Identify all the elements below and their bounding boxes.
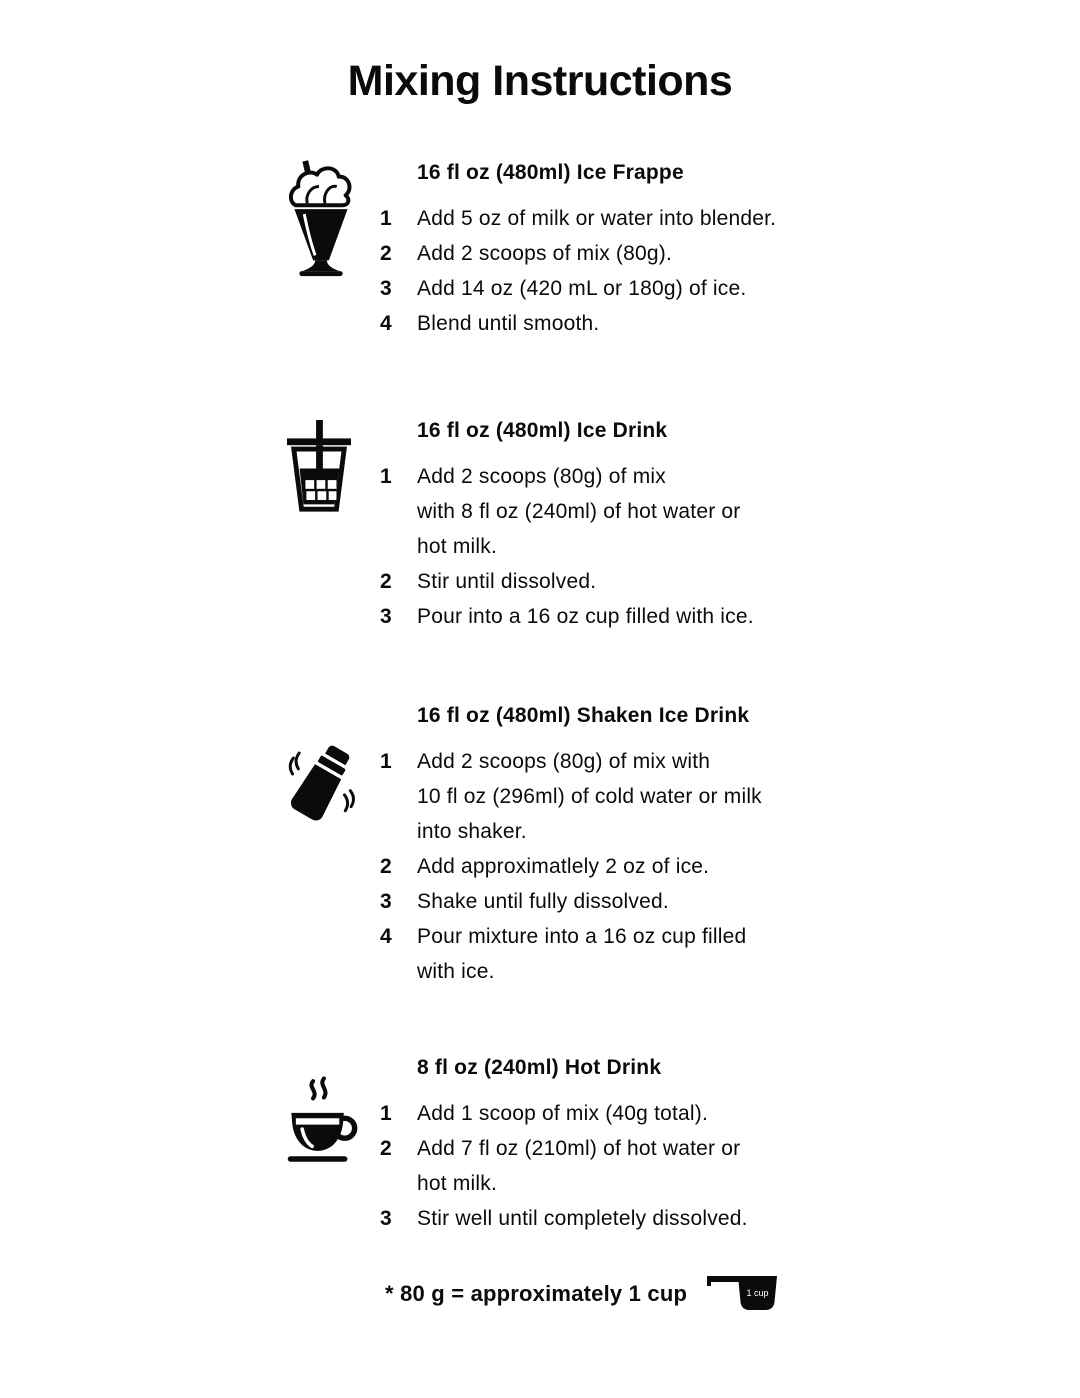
step-text [417, 236, 672, 271]
step-text [417, 919, 746, 989]
steps-list [380, 459, 925, 634]
footnote [385, 1270, 1080, 1317]
step-number: 1 [380, 207, 392, 230]
section-content [380, 413, 925, 634]
step-text-line: Blend until smooth. [417, 312, 600, 335]
step-number: 2 [380, 1137, 392, 1160]
step-text [417, 1131, 740, 1201]
step [380, 271, 925, 306]
step-text-line: Add approximatlely 2 oz of ice. [417, 855, 710, 878]
step-number: 4 [380, 312, 392, 335]
section-heading: 16 fl oz (480ml) Shaken Ice Drink [417, 704, 750, 727]
iced-drink-cup-icon [285, 413, 380, 634]
section-hot-drink [285, 1050, 925, 1236]
step [380, 459, 925, 564]
steps-list [380, 201, 925, 341]
step-text-line: Add 1 scoop of mix (40g total). [417, 1102, 709, 1125]
step-text-line: Add 14 oz (420 mL or 180g) of ice. [417, 277, 747, 300]
section-ice-frappe [285, 155, 925, 341]
section-heading: 16 fl oz (480ml) Ice Frappe [417, 161, 684, 184]
coffee-cup-icon [285, 1050, 380, 1236]
step [380, 306, 925, 341]
step [380, 919, 925, 989]
section-heading: 16 fl oz (480ml) Ice Drink [417, 419, 668, 442]
step-number: 4 [380, 925, 392, 948]
section-ice-drink [285, 413, 925, 634]
steps-list [380, 744, 925, 989]
step-text [417, 201, 776, 236]
step [380, 744, 925, 849]
step [380, 599, 925, 634]
step-number: 3 [380, 277, 392, 300]
step-number: 2 [380, 242, 392, 265]
measuring-cup-icon [707, 1270, 779, 1317]
step-number: 1 [380, 750, 392, 773]
step-text-line: 10 fl oz (296ml) of cold water or milk [417, 785, 762, 808]
step-text-line: Add 5 oz of milk or water into blender. [417, 207, 777, 230]
step [380, 201, 925, 236]
section-heading: 8 fl oz (240ml) Hot Drink [417, 1056, 662, 1079]
step-text [417, 744, 762, 849]
step-number: 3 [380, 890, 392, 913]
step [380, 236, 925, 271]
step-number: 3 [380, 1207, 392, 1230]
step-text [417, 1096, 708, 1131]
step [380, 1096, 925, 1131]
step-text [417, 884, 669, 919]
step-text-line: Add 7 fl oz (210ml) of hot water or [417, 1137, 741, 1160]
section-content [380, 155, 925, 341]
step-text-line: Pour into a 16 oz cup filled with ice. [417, 605, 754, 628]
footnote-text: * 80 g = approximately 1 cup [385, 1280, 688, 1306]
section-shaken-ice-drink [285, 698, 925, 989]
step-text-line: Add 2 scoops of mix (80g). [417, 242, 672, 265]
step-text [417, 849, 709, 884]
section-content [380, 698, 925, 989]
step-number: 2 [380, 570, 392, 593]
step-number: 1 [380, 465, 392, 488]
step-text [417, 599, 754, 634]
step-text [417, 271, 746, 306]
step-text-line: Pour mixture into a 16 oz cup filled [417, 925, 747, 948]
frappe-glass-icon [285, 155, 380, 341]
step [380, 1201, 925, 1236]
step-number: 2 [380, 855, 392, 878]
step [380, 884, 925, 919]
step-text-line: hot milk. [417, 1172, 497, 1195]
step-text-line: with 8 fl oz (240ml) of hot water or [417, 500, 741, 523]
step-text-line: into shaker. [417, 820, 527, 843]
step-text [417, 564, 596, 599]
step [380, 1131, 925, 1201]
step [380, 849, 925, 884]
page-title: Mixing Instructions [347, 57, 733, 105]
steps-list [380, 1096, 925, 1236]
step [380, 564, 925, 599]
step-text-line: Stir well until completely dissolved. [417, 1207, 748, 1230]
step-text [417, 306, 599, 341]
instructions-list [285, 155, 925, 1236]
step-text [417, 459, 741, 564]
cocktail-shaker-icon [285, 698, 380, 989]
step-number: 1 [380, 1102, 392, 1125]
section-content [380, 1050, 925, 1236]
step-text-line: Stir until dissolved. [417, 570, 597, 593]
measuring-cup-label: 1 cup [746, 1288, 769, 1298]
step-text [417, 1201, 748, 1236]
step-text-line: Add 2 scoops (80g) of mix with [417, 750, 711, 773]
step-number: 3 [380, 605, 392, 628]
step-text-line: hot milk. [417, 535, 497, 558]
step-text-line: Add 2 scoops (80g) of mix [417, 465, 666, 488]
step-text-line: with ice. [417, 960, 495, 983]
step-text-line: Shake until fully dissolved. [417, 890, 669, 913]
